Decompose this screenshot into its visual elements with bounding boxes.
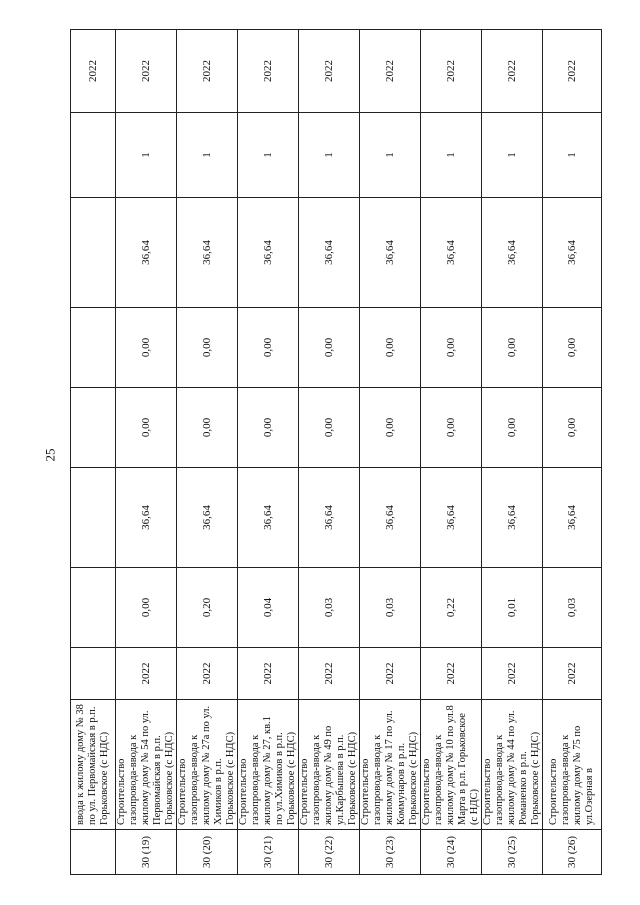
cell-name: Строительство газопровода-ввода к жилому дому № 27, кв.1 по ул.Химиков в р.п. Горьковское (с НДС) — [238, 700, 299, 830]
cell-name: Строительство газопровода-ввода к жилому дому № 10 по ул.8 Марта в р.п. Горьковское (с НДС) — [421, 700, 482, 830]
cell-value-5: 36,64 — [177, 198, 238, 308]
table-row — [177, 30, 238, 875]
cell-num: 30 (23) — [360, 830, 421, 875]
cell-value-1: 0,03 — [299, 568, 360, 648]
cell-value-2 — [71, 468, 116, 568]
cell-year-2: 2022 — [177, 30, 238, 113]
cell-value-2: 36,64 — [421, 468, 482, 568]
cell-value-4: 0,00 — [299, 308, 360, 388]
cell-name: Строительство газопровода-ввода к жилому дому № 17 по ул. Коммунаров в р.п. Горьковское (с НДС) — [360, 700, 421, 830]
cell-value-3: 0,00 — [177, 388, 238, 468]
cell-value-5: 36,64 — [543, 198, 602, 308]
cell-year-2: 2022 — [482, 30, 543, 113]
table-row — [421, 30, 482, 875]
cell-value-2: 36,64 — [299, 468, 360, 568]
cell-value-4: 0,00 — [360, 308, 421, 388]
cell-name: ввода к жилому дому № 38 по ул. Первомайская в р.п. Горьковское (с НДС) — [71, 700, 116, 830]
cell-value-5 — [71, 198, 116, 308]
cell-value-1: 0,03 — [360, 568, 421, 648]
cell-year-1: 2022 — [360, 648, 421, 700]
cell-value-3: 0,00 — [482, 388, 543, 468]
rotated-table-wrapper — [70, 30, 595, 875]
cell-num: 30 (26) — [543, 830, 602, 875]
cell-value-1: 0,20 — [177, 568, 238, 648]
cell-value-6: 1 — [238, 113, 299, 198]
cell-year-1: 2022 — [177, 648, 238, 700]
cell-name: Строительство газопровода-ввода к жилому дому № 75 по ул.Озерная в — [543, 700, 602, 830]
cell-value-2: 36,64 — [177, 468, 238, 568]
cell-year-2: 2022 — [360, 30, 421, 113]
cell-value-3: 0,00 — [116, 388, 177, 468]
cell-num: 30 (22) — [299, 830, 360, 875]
table-row — [543, 30, 602, 875]
cell-value-4: 0,00 — [116, 308, 177, 388]
cell-value-4: 0,00 — [421, 308, 482, 388]
table-row — [299, 30, 360, 875]
cell-value-2: 36,64 — [482, 468, 543, 568]
cell-year-1: 2022 — [543, 648, 602, 700]
cell-value-3: 0,00 — [299, 388, 360, 468]
cell-value-6: 1 — [543, 113, 602, 198]
investment-table — [70, 29, 602, 875]
cell-name: Строительство газопровода-ввода к жилому дому № 49 по ул.Карбышева в р.п. Горьковское (с НДС) — [299, 700, 360, 830]
table-body — [71, 30, 602, 875]
page-number — [40, 445, 60, 465]
table-row-fragment — [71, 30, 116, 875]
cell-value-6: 1 — [299, 113, 360, 198]
cell-value-3: 0,00 — [421, 388, 482, 468]
table-row — [482, 30, 543, 875]
cell-year-1: 2022 — [421, 648, 482, 700]
cell-value-1: 0,04 — [238, 568, 299, 648]
cell-name: Строительство газопровода-ввода к жилому дому № 54 по ул. Первомайская в р.п. Горьковское (с НДС) — [116, 700, 177, 830]
cell-value-2: 36,64 — [238, 468, 299, 568]
cell-num — [71, 830, 116, 875]
cell-value-3 — [71, 388, 116, 468]
cell-year-1: 2022 — [116, 648, 177, 700]
page-number-text: 25 — [42, 448, 57, 462]
cell-value-6: 1 — [177, 113, 238, 198]
cell-num: 30 (24) — [421, 830, 482, 875]
cell-value-5: 36,64 — [482, 198, 543, 308]
cell-value-1: 0,00 — [116, 568, 177, 648]
cell-value-1: 0,03 — [543, 568, 602, 648]
cell-year-2: 2022 — [299, 30, 360, 113]
document-table-region — [70, 30, 595, 875]
cell-value-5: 36,64 — [299, 198, 360, 308]
cell-year-2: 2022 — [543, 30, 602, 113]
table-row — [116, 30, 177, 875]
cell-value-3: 0,00 — [543, 388, 602, 468]
cell-value-1 — [71, 568, 116, 648]
cell-year-2: 2022 — [71, 30, 116, 113]
cell-year-2: 2022 — [116, 30, 177, 113]
cell-value-1: 0,01 — [482, 568, 543, 648]
cell-value-4: 0,00 — [238, 308, 299, 388]
cell-year-1: 2022 — [238, 648, 299, 700]
cell-num: 30 (21) — [238, 830, 299, 875]
cell-year-2: 2022 — [238, 30, 299, 113]
cell-value-6: 1 — [482, 113, 543, 198]
cell-value-6: 1 — [360, 113, 421, 198]
table-row — [360, 30, 421, 875]
cell-value-5: 36,64 — [360, 198, 421, 308]
cell-value-2: 36,64 — [543, 468, 602, 568]
cell-value-3: 0,00 — [360, 388, 421, 468]
cell-num: 30 (25) — [482, 830, 543, 875]
cell-value-5: 36,64 — [116, 198, 177, 308]
cell-value-6: 1 — [116, 113, 177, 198]
cell-num: 30 (20) — [177, 830, 238, 875]
cell-value-2: 36,64 — [116, 468, 177, 568]
table-row — [238, 30, 299, 875]
cell-year-1: 2022 — [482, 648, 543, 700]
cell-year-1 — [71, 648, 116, 700]
cell-value-4 — [71, 308, 116, 388]
cell-value-1: 0,22 — [421, 568, 482, 648]
cell-value-3: 0,00 — [238, 388, 299, 468]
cell-value-4: 0,00 — [482, 308, 543, 388]
cell-name: Строительство газопровода-ввода к жилому дому № 27а по ул. Химиков в р.п. Горьковское (с НДС) — [177, 700, 238, 830]
cell-year-2: 2022 — [421, 30, 482, 113]
cell-value-6 — [71, 113, 116, 198]
cell-name: Строительство газопровода-ввода к жилому дому № 44 по ул. Романенко в р.п. Горьковское (с НДС) — [482, 700, 543, 830]
cell-value-5: 36,64 — [238, 198, 299, 308]
cell-value-4: 0,00 — [543, 308, 602, 388]
cell-value-2: 36,64 — [360, 468, 421, 568]
cell-num: 30 (19) — [116, 830, 177, 875]
cell-year-1: 2022 — [299, 648, 360, 700]
cell-value-4: 0,00 — [177, 308, 238, 388]
cell-value-6: 1 — [421, 113, 482, 198]
cell-value-5: 36,64 — [421, 198, 482, 308]
